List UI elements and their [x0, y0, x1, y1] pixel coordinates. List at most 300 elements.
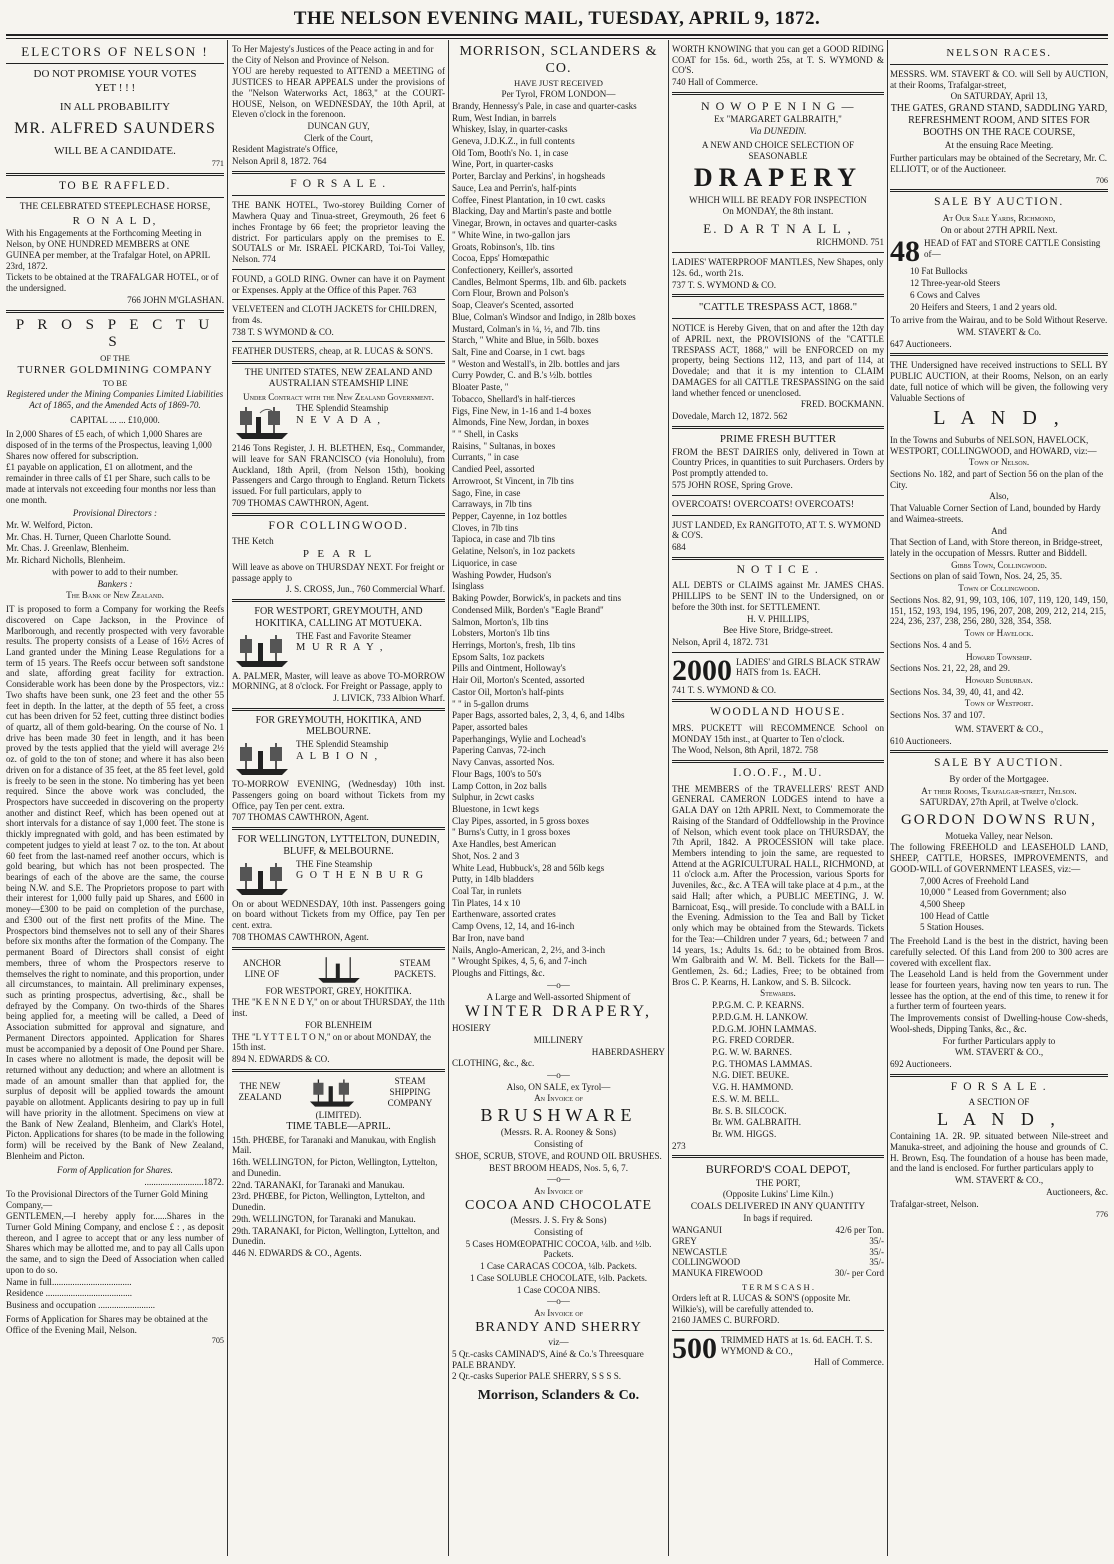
electors-line: WILL BE A CANDIDATE. — [54, 145, 176, 158]
steward: P.G. FRED CORDER. — [712, 1035, 795, 1046]
velveteen-sig: 738 T. S WYMOND & CO. — [232, 326, 334, 337]
director: Mr. Richard Nicholls, Blenheim. — [6, 555, 126, 566]
coal-heading: BURFORD'S COAL DEPOT, — [705, 1162, 851, 1177]
ex-ship: Ex "MARGARET GALBRAITH," — [714, 114, 842, 125]
trimmed-count: 500 — [672, 1334, 717, 1365]
for-sale-section: A SECTION OF — [968, 1097, 1030, 1108]
masthead: THE NELSON EVENING MAIL, TUESDAY, APRIL 9, 1872. — [293, 8, 821, 29]
form-heading: Form of Application for Shares. — [57, 1165, 173, 1176]
import-item: Washing Powder, Hudson's — [452, 569, 552, 580]
import-item: Figs, Fine New, in 1-16 and 1-4 boxes — [452, 405, 592, 416]
coal-signature: 2160 JAMES C. BURFORD. — [672, 1315, 780, 1326]
import-item: Mustard, Colman's in ¼, ½, and 7lb. tins — [452, 323, 600, 334]
invoice-line: An Invoice of — [534, 1185, 583, 1196]
import-item: " Weston and Westall's, in 2lb. bottles and jars — [452, 358, 620, 369]
electors-line: YET ! ! ! — [94, 82, 136, 95]
notice-signature: Bee Hive Store, Bridge-street. — [723, 625, 833, 636]
cattle-signature: FRED. BOCKMANN. — [800, 399, 884, 410]
horse-name: R O N A L D, — [72, 214, 158, 227]
gordon-para: The Leasehold Land is held from the Government under lease for fourteen years, having now ten years to run. The lessee has the option, at the end of this time, to renew it for a further term of fourteen years. — [890, 969, 1108, 1012]
justices-date: Nelson April 8, 1872. 764 — [232, 156, 327, 167]
land-towns: In the Towns and Suburbs of NELSON, HAVELOCK, WESTPORT, COLLINGWOOD, and HOWARD, viz:— — [890, 434, 1097, 456]
raffle-signature: 766 JOHN M'GLASHAN. — [127, 294, 224, 305]
notice-heading: N O T I C E . — [736, 563, 820, 576]
import-item: Candied Peel, assorted — [452, 464, 535, 475]
auction2-date: SATURDAY, 27th April, at Twelve o'clock. — [919, 797, 1079, 808]
westport-intro: THE Fast and Favorite Steamer — [296, 630, 412, 641]
electors-line: IN ALL PROBABILITY — [59, 101, 171, 114]
import-item: Groats, Robinson's, 1lb. tins — [452, 241, 555, 252]
justices-signature: DUNCAN GUY, — [307, 121, 370, 132]
import-item: Starch, " White and Blue, in 56lb. boxes — [452, 335, 599, 346]
wellington-signature: 708 THOMAS CAWTHRON, Agent. — [232, 931, 369, 942]
overcoats: OVERCOATS! OVERCOATS! OVERCOATS! — [672, 499, 855, 510]
column-1 — [6, 44, 224, 1556]
coal-price-table — [672, 1225, 884, 1279]
gordon-para: The Improvements consist of Dwelling-house Cow-sheds, Wool-sheds, Dipping Tanks, &c., &c. — [890, 1013, 1108, 1034]
gordon-para: The Freehold Land is the best in the district, having been carefully selected. Of this Land from 200 to 300 acres are covered with excellent flax. — [890, 936, 1108, 968]
feather-ad: FEATHER DUSTERS, cheap, at R. LUCAS & SON'S. — [232, 346, 433, 357]
gordon-body: The following FREEHOLD and LEASEHOLD LAND, SHEEP, CATTLE, HORSES, IMPROVEMENTS, and GOOD-WILL of GOVERNMENT LEASES, viz:— — [890, 842, 1108, 874]
column-divider — [227, 40, 228, 1556]
import-item: Rum, West Indian, in barrels — [452, 112, 557, 123]
us-ship-intro: THE Splendid Steamship — [296, 403, 389, 414]
company-name: TURNER GOLDMINING COMPANY — [17, 364, 213, 377]
brushware-line: BEST BROOM HEADS, Nos. 5, 6, 7. — [488, 1162, 629, 1173]
collingwood-body: Will leave as above on THURSDAY NEXT. For freight or passage apply to — [232, 561, 445, 583]
new-selection: A NEW AND CHOICE SELECTION OF SEASONABLE — [701, 140, 855, 162]
import-item: Candles, Belmont Sperms, 1lb. and 6lb. packets — [452, 276, 627, 287]
greymouth-intro: THE Splendid Steamship — [296, 739, 389, 750]
brandy-line: 5 Qr.-casks CAMINAD'S, Ainé & Co.'s Threesquare PALE BRANDY. — [452, 1348, 644, 1370]
races-heading: NELSON RACES. — [946, 47, 1052, 59]
electors-line: DO NOT PROMISE YOUR VOTES — [33, 68, 197, 81]
ad-number: 776 — [1095, 1210, 1108, 1220]
nz-limited: (LIMITED). — [315, 1109, 362, 1120]
justices-body: YOU are hereby requested to ATTEND a MEETING of JUSTICES to HEAR APPEALS under the provisions of the "Nelson Waterworks Act, 1863," at the COURT-HOUSE, Nelson, on WEDNESDAY, the 10th April, at Eleven o'clock in the forenoon. — [232, 66, 445, 120]
timetable-heading: TIME TABLE—APRIL. — [286, 1121, 391, 1133]
import-item: Lobsters, Morton's 1lb tins — [452, 628, 550, 639]
notice-signature: H. V. PHILLIPS, — [746, 613, 810, 624]
import-item: Tin Plates, 14 x 10 — [452, 897, 521, 908]
coal-price: 42/6 per Ton. — [835, 1225, 884, 1236]
column-divider — [887, 40, 888, 1556]
director: Mr. Chas. H. Turner, Queen Charlotte Sound. — [6, 531, 172, 542]
gordon-sub: Motueka Valley, near Nelson. — [945, 830, 1053, 841]
directors-tail: with power to add to their number. — [51, 566, 179, 577]
import-item: Pills and Ointment, Holloway's — [452, 663, 566, 674]
ioof-body: THE MEMBERS of the TRAVELLERS' REST AND GENERAL CAMERON LODGES intend to have a GALA DAY on 12th APRIL Next, to Commemorate the Raising of the Standard of Oddfellowship in the Province of Nelson, which event took place on THURSDAY, the 7th April, 1842. A PROCESSION will take place. Members intending to join the same, are requested to Attend at the AGRICULTURAL HALL, RICHMOND, at 11 o'clock a.m. After the Procession, various Sports for Juveniles, &c., &c. A TEA will take place at 4 p.m., at the said Hall; after which, a PUBLIC MEETING, J. W. Barnicoat, Esq., will preside. To conclude with a BALL in the Evening. Admission to the Tea and Ball by Ticket only which may be obtained from the Stewards. Tickets for the Tea:—Children under 7 years, 6d.; between 7 and 14 years, 1s.; Adults 1s. 6d.; to be obtained from Bros. Wm Galbraith and W. M. Bell. Tickets for the Ball—Gentlemen, 2s. 6d.; Ladies, Free; to be obtained from Bros C. P. Kearns, H. Lankow, and S. B. Silcock. — [672, 783, 884, 987]
import-item: Coal Tar, in runlets — [452, 886, 522, 897]
butter-signature: 575 JOHN ROSE, Spring Grove. — [672, 479, 793, 490]
collingwood-intro: THE Ketch — [232, 536, 274, 547]
import-item: Isinglass — [452, 581, 484, 592]
column-divider — [448, 40, 449, 1556]
monday-line: On MONDAY, the 8th instant. — [722, 206, 834, 217]
butter-body: FROM the BEST DAIRIES only, delivered in Town at Country Prices, in quantities to suit Purchasers. Orders by Post promptly attended to. — [672, 446, 884, 479]
drapery: DRAPERY — [693, 162, 863, 192]
coal-terms: T E R M S C A S H . — [742, 1281, 814, 1292]
cattle-count: 48 — [890, 238, 920, 267]
import-item: Lamp Cotton, in 2oz balls — [452, 780, 547, 791]
ship-name-albion: A L B I O N , — [296, 751, 380, 762]
greymouth-signature: 707 THOMAS CAWTHRON, Agent. — [232, 812, 369, 823]
brandy-line: 2 Qr.-casks Superior PALE SHERRY, S S S S. — [452, 1371, 622, 1382]
winter-line: CLOTHING, &c., &c. — [452, 1058, 535, 1069]
divider-mark: —o— — [547, 1069, 570, 1080]
coal-row — [672, 1236, 884, 1247]
coal-name: COLLINGWOOD — [672, 1257, 741, 1268]
us-line-sub: Under Contract with the New Zealand Government. — [243, 391, 434, 402]
prospectus-heading: P R O S P E C T U S — [15, 316, 215, 351]
import-item: Carraways, in 7lb tins — [452, 499, 532, 510]
land-sections: Sections on plan of said Town, Nos. 24, 25, 35. — [890, 571, 1062, 582]
import-item: Sago, Fine, in case — [452, 487, 521, 498]
greymouth-body: TO-MORROW EVENING, (Wednesday) 10th inst. Passengers going on board without Tickets from my Office, pay Ten per cent. extra. — [232, 779, 445, 811]
auction-heading: SALE BY AUCTION. — [934, 196, 1064, 209]
auction-signature: 647 Auctioneers. — [890, 338, 952, 349]
woodland-body: MRS. PUCKETT will RECOMMENCE School on MONDAY 15th inst., at Quarter to Ten o'clock. — [672, 723, 884, 744]
coal-port: THE PORT, — [755, 1177, 801, 1188]
anchor-line-right: STEAM PACKETS. — [394, 958, 436, 980]
westport-body: A. PALMER, Master, will leave as above TO-MORROW MORNING, at 8 o'clock. For Freight or Passage, apply to — [232, 670, 445, 692]
import-item: Liquorice, in case — [452, 557, 517, 568]
ship-name-murray: M U R R A Y , — [296, 642, 385, 654]
land-signature: WM. STAVERT & CO., — [954, 723, 1044, 734]
land-signature: 610 Auctioneers. — [890, 735, 952, 746]
gordon-item: 5 Station Houses. — [920, 922, 984, 933]
import-item: Camp Ovens, 12, 14, and 16-inch — [452, 921, 575, 932]
ready-line: WHICH WILL BE READY FOR INSPECTION — [689, 194, 867, 205]
steward: Br. S. B. SILCOCK. — [712, 1105, 787, 1116]
steamship-icon — [311, 954, 367, 986]
dartnall: E. D A R T N A L L , — [703, 221, 853, 237]
form-to: To the Provisional Directors of the Turner Gold Mining Company,— — [6, 1188, 208, 1210]
cattle-item: 6 Cows and Calves — [910, 289, 980, 300]
coal-row — [672, 1247, 884, 1258]
worth-signature: 740 Hall of Commerce. — [672, 77, 758, 88]
land-and: And — [991, 525, 1007, 536]
coal-price: 30/- per Cord — [835, 1267, 884, 1278]
land-store: That Section of Land, with Store thereon, in Bridge-street, lately in the occupation of Messrs. Rutter and Biddell. — [890, 537, 1103, 559]
wellington-body: On or about WEDNESDAY, 10th inst. Passengers going on board without Tickets from my Office, pay Ten per cent. extra. — [232, 898, 445, 931]
cattle-lot: HEAD of FAT and STORE CATTLE Consisting of— — [924, 238, 1101, 260]
column-3 — [452, 44, 665, 1556]
timetable-entry: 29th. TARANAKI, for Picton, Wellington, Lyttelton, and Dunedin. — [232, 1225, 440, 1247]
justices-signature: Clerk of the Court, — [304, 132, 373, 143]
cattle-date: Dovedale, March 12, 1872. 562 — [672, 410, 788, 421]
brushware-sub: (Messrs. R. A. Rooney & Sons) — [500, 1127, 617, 1138]
for-sale-heading: F O R S A L E . — [290, 177, 387, 190]
land-body: THE Undersigned have received instructions to SELL BY PUBLIC AUCTION, at their Rooms, Nelson, on an early date, full notice of which will be given, the following very Valuable Sections of — [890, 360, 1108, 403]
import-item: Flour Bags, 100's to 50's — [452, 768, 542, 779]
land-town: Town of Westport. — [964, 698, 1034, 709]
masthead-rule — [6, 34, 1108, 36]
coal-orders: Orders left at R. LUCAS & SON'S (opposite Mr. Wilkie's), will be carefully attended to. — [672, 1292, 851, 1314]
ladies-mantles: LADIES' WATERPROOF MANTLES, New Shapes, only 12s. 6d., worth 21s. — [672, 257, 884, 278]
import-item: Paper Bags, assorted bales, 2, 3, 4, 6, and 14lbs — [452, 710, 625, 721]
via-dunedin: Via DUNEDIN. — [749, 125, 807, 136]
justices-address: To Her Majesty's Justices of the Peace acting in and for the City of Nelson and Province of Nelson. — [232, 44, 434, 65]
us-body: 2146 Tons Register, J. H. BLETHEN, Esq., Commander, will leave for SAN FRANCISCO (via Honolulu), from Auckland, 18th April, (from Nelson 15th), booking Passengers and Cargo through to England. Return Tickets issued. For full particulars, apply to — [232, 443, 445, 497]
import-item: Blacking, Day and Martin's paste and bottle — [452, 206, 612, 217]
gordon-item: 10,000 " Leased from Government; also — [920, 887, 1067, 898]
import-item: Pepper, Cayenne, in 1oz bottles — [452, 511, 567, 522]
steamship-icon — [232, 403, 292, 443]
greymouth-heading: FOR GREYMOUTH, HOKITIKA, AND MELBOURNE. — [255, 714, 422, 738]
import-item: White Lead, Hubbuck's, 28 and 56lb kegs — [452, 862, 605, 873]
import-item: Confectionery, Keiller's, assorted — [452, 264, 573, 275]
morrison-footer: Morrison, Sclanders & Co. — [477, 1388, 640, 1404]
woodland-heading: WOODLAND HOUSE. — [710, 706, 846, 719]
land-town: Town of Nelson. — [968, 457, 1030, 468]
cocoa-heading: COCOA AND CHOCOLATE — [464, 1197, 652, 1213]
steward: P.D.G.M. JOHN LAMMAS. — [712, 1023, 817, 1034]
cattle-body: NOTICE is Hereby Given, that on and after the 12th day of APRIL next, the PROVISIONS of the "CATTLE TRESPASS ACT, 1868," will be ENFORCED on my property, being Sections 112, 113, and part of 114, at Dovedale; and that it is my intention to CLAIM DAMAGES for all CATTLE TRESPASSING on the said land whether fenced or unenclosed. — [672, 323, 884, 398]
land-sections: Sections Nos. 21, 22, 28, and 29. — [890, 663, 1010, 674]
coal-name: MANUKA FIREWOOD — [672, 1267, 763, 1278]
land-sections: Sections No. 182, and part of Section 56 on the plan of the City. — [890, 469, 1104, 490]
import-item: Cocoa, Epps' Homœpathic — [452, 253, 549, 264]
hats-count: 2000 — [672, 656, 732, 685]
auction2-heading: SALE BY AUCTION. — [934, 757, 1064, 770]
ship-name-nevada: N E V A D A , — [296, 414, 383, 426]
column-2 — [232, 44, 445, 1556]
coal-row — [672, 1257, 884, 1268]
gordon-heading: GORDON DOWNS RUN, — [900, 811, 1098, 828]
import-item: Brandy, Hennessy's Pale, in case and quarter-casks — [452, 100, 637, 111]
winter-drapery: WINTER DRAPERY, — [465, 1003, 652, 1021]
column-divider — [668, 40, 669, 1556]
hats-ad: LADIES' and GIRLS BLACK STRAW HATS from 1s. EACH. — [736, 656, 881, 678]
divider-mark: —o— — [547, 979, 570, 990]
trimmed-signature: Hall of Commerce. — [814, 1357, 884, 1368]
import-item: Castor Oil, Morton's half-pints — [452, 686, 564, 697]
import-item: Blue, Colman's Windsor and Indigo, in 28lb boxes — [452, 311, 636, 322]
gordon-item: 4,500 Sheep — [920, 898, 965, 909]
column-5 — [890, 44, 1108, 1556]
cocoa-line: 5 Cases HOMŒOPATHIC COCOA, ¼lb. and ½lb. Packets. — [465, 1238, 652, 1260]
prospectus-body: IT is proposed to form a Company for working the Reefs discovered on Cape Jackson, in the Province of Marlborough, and recently prospected with very favorable results. The property consists of a Lease of 16½ Acres of Land granted under the Mining Lease Regulations for a term of 15 years. The Reefs occur between soft sandstone and slate, affording great facility for extraction. Considerable work has been done by the Prospectors, viz.: Two shafts have been sunk, one 23 feet and the other 55 feet in depth. In the latter, at the depth of 55 feet, a cross cut has been driven for 52 feet, cutting three distinct bodies of quartz, all of them gold-bearing. On the course of No. 1 drive has been made 30 feet in length, and it has been proved by the tests applied that the yield will average 2½ oz. of gold to the ton of stone; and where it has also been driven on for a distance of 35 feet, at the 85 feet level, gold is freely to be seen in the stone. No timbering has yet been required. Since the above work was concluded, the Prospectors have succeeded in discovering on the property another and distinct Reef, which has been opened out at short intervals for a distance of say 1,000 feet. The stone is thickly impregnated with gold, and has been estimated by competent judges to yield at least 7 oz. to the ton. At about 60 feet from the last-named reef another occurs, which is gold bearing, but which has not been prospected. The bearings of each of the above are the same, the course being N.W. and S.E. The Proprietors propose to part with their interest for 1,000 fully paid up Shares, and £600 in money—£300 to be paid on completion of the purchase, and £300 out of the first nett profits of the Mine. The Prospectors bind themselves not to sell any of their Shares before six months after the formation of the Company. The permanent Board of Directors shall consist of eight members, three of whom the Prospectors reserve to themselves the right to nominate, and this proportion, under all circumstances, to maintain. All preliminary expenses, such as printing prospectus, advertising, &c., shall be defrayed by the Company. On two-thirds of the Shares being applied for, a meeting will be called, a Deed of Association submitted for approval and signature, and Permanent Directors appointed. Application for Shares must be accompanied by a deposit of One Pound per Share. In cases where no allotment is made, the deposit will be returned without any deduction; and where an allotment is made of an amount smaller than that applied for, the surplus of deposit will be applied towards the amount payable on allotment. Applicants desiring to pay up in full will have priority in the allotment. Specimens on view at the Bank of New Zealand, Blenheim, and Clark's Hotel, Picton. Applications for shares (to be made in the following form) will be received by the Bank of New Zealand, Blenheim and Picton. — [6, 604, 224, 1161]
import-item: Tapioca, in case and 7lb tins — [452, 534, 555, 545]
ad-number: 771 — [211, 159, 224, 169]
import-item: Bluestone, in 1cwt kegs — [452, 804, 539, 815]
viz: viz— — [548, 1337, 569, 1348]
import-item: Sulphur, in 2cwt casks — [452, 792, 534, 803]
prospectus-tobe: TO BE — [102, 378, 128, 388]
import-item: " " in 5-gallon drums — [452, 698, 529, 709]
land-town: Town of Havelock. — [964, 628, 1034, 639]
import-item: Paper, assorted bales — [452, 721, 528, 732]
cattle-item: 12 Three-year-old Steers — [910, 278, 1001, 289]
timetable-entry: 23rd. PHŒBE, for Picton, Wellington, Lyttelton, and Dunedin. — [232, 1191, 425, 1213]
coal-name: NEWCASTLE — [672, 1246, 728, 1257]
ladies-signature: 737 T. S. WYMOND & CO. — [672, 279, 777, 290]
blenheim-heading: FOR BLENHEIM — [305, 1019, 372, 1030]
import-item: Herrings, Morton's, fresh, 1lb tins — [452, 639, 576, 650]
steward: Br. WM. GALBRAITH. — [712, 1117, 802, 1128]
worth-knowing: WORTH KNOWING that you can get a GOOD RIDING COAT for 15s. 6d., worth 25s, at T. S. WYMOND & CO'S. — [672, 44, 884, 76]
coal-price: 35/- — [869, 1235, 884, 1246]
cocoa-sub: (Messrs. J. S. Fry & Sons) — [510, 1215, 607, 1226]
auction-signature: WM. STAVERT & Co. — [956, 326, 1042, 337]
import-item: Almonds, Fine New, Jordan, in boxes — [452, 417, 589, 428]
import-item: Whiskey, Islay, in quarter-casks — [452, 124, 568, 135]
butter-heading: PRIME FRESH BUTTER — [719, 432, 837, 445]
column-4 — [672, 44, 884, 1556]
land-heading: L A N D , — [933, 407, 1065, 430]
import-item: Cloves, in 7lb tins — [452, 522, 519, 533]
auction2-order: By order of the Mortgagee. — [949, 773, 1049, 784]
for-sale-body: THE BANK HOTEL, Two-storey Building Corner of Mawhera Quay and Tinua-street, Greymouth, 26 feet 6 inches Frontage by 66 feet; the proprietor leaving the district. For particulars apply on the premises to E. SOUTALS or Mr. ISRAEL PICKARD, Toi-Toi Valley, Nelson. 774 — [232, 200, 445, 265]
form-tail: Forms of Application for Shares may be obtained at the Office of the Evening Mail, Nelson. — [6, 1313, 208, 1335]
divider-mark: —o— — [547, 1174, 570, 1185]
land-town: Howard Suburban. — [965, 674, 1033, 685]
import-item: Salmon, Morton's, 1lb tins — [452, 616, 549, 627]
gordon-signature: 692 Auctioneers. — [890, 1059, 952, 1070]
import-item: Vinegar, Brown, in octaves and quarter-casks — [452, 218, 617, 229]
nz-company-left: THE NEW ZEALAND — [238, 1081, 282, 1103]
cocoa-line: 1 Case CARACAS COCOA, ¼lb. Packets. — [480, 1261, 637, 1272]
winter-line: HOSIERY — [452, 1023, 491, 1034]
capital: CAPITAL ... ... £10,000. — [70, 414, 160, 425]
land-sections: Sections Nos. 4 and 5. — [890, 639, 972, 650]
import-item: Arrowroot, St Vincent, in 7lb tins — [452, 475, 574, 486]
raffle-body: With his Engagements at the Forthcoming Meeting in Nelson, by ONE HUNDRED MEMBERS at ONE GUINEA per member, at the Trafalgar Hotel, on APRIL 23rd, 1872. — [6, 228, 210, 271]
coal-opposite: (Opposite Lukins' Lime Kiln.) — [722, 1189, 834, 1200]
gordon-signature: WM. STAVERT & CO., — [954, 1047, 1044, 1058]
races-date: On SATURDAY, April 13, — [950, 91, 1048, 102]
auction-arrive: To arrive from the Wairau, and to be Sold Without Reserve. — [890, 315, 1108, 326]
land-sections: Sections Nos. 34, 39, 40, 41, and 42. — [890, 686, 1024, 697]
land-corner: That Valuable Corner Section of Land, bounded by Hardy and Waimea-streets. — [890, 503, 1101, 524]
coal-price: 35/- — [869, 1257, 884, 1268]
import-item: Bar Iron, nave band — [452, 932, 525, 943]
import-item: Navy Canvas, assorted Nos. — [452, 757, 555, 768]
directors-heading: Provisional Directors : — [72, 508, 158, 519]
import-item: Papering Canvas, 72-inch — [452, 745, 546, 756]
consisting: Consisting of — [534, 1226, 583, 1237]
coal-price: 35/- — [869, 1246, 884, 1257]
lyttelton-sailing: THE "L Y T T E L T O N," on or about MONDAY, the 15th inst. — [232, 1031, 432, 1053]
richmond: RICHMOND. 751 — [816, 237, 884, 248]
us-signature: 709 THOMAS CAWTHRON, Agent. — [232, 497, 369, 508]
velveteen-ad: VELVETEEN and CLOTH JACKETS for CHILDREN, from 4s. — [232, 304, 437, 325]
import-item: Condensed Milk, Borden's "Eagle Brand" — [452, 604, 604, 615]
woodland-signature: The Wood, Nelson, 8th April, 1872. 758 — [672, 745, 819, 756]
import-item: Salt, Fine and Coarse, in 1 cwt. bags — [452, 346, 585, 357]
anchor-sub: FOR WESTPORT, GREY, HOKITIKA. — [265, 985, 412, 996]
auction-place: At Our Sale Yards, Richmond, — [942, 212, 1056, 223]
found-ring: FOUND, a GOLD RING. Owner can have it on Payment or Expenses. Apply at the Office of this Paper. 763 — [232, 273, 445, 295]
ad-number: 705 — [211, 1336, 224, 1346]
import-item: Coffee, Finest Plantation, in 10 cwt. casks — [452, 194, 606, 205]
gordon-item: 100 Head of Cattle — [920, 910, 989, 921]
coal-bags: In bags if required. — [743, 1213, 813, 1224]
brushware-line: SHOE, SCRUB, STOVE, and ROUND OIL BRUSHES. — [455, 1150, 662, 1161]
just-landed: JUST LANDED, Ex RANGITOTO, AT T. S. WYMOND & CO'S. — [672, 519, 881, 541]
steward: E.S. W. M. BELL. — [712, 1093, 780, 1104]
timetable-entry: 22nd. TARANAKI, for Taranaki and Manukau. — [232, 1179, 405, 1190]
hats-signature: 741 T. S. WYMOND & CO. — [672, 684, 777, 695]
for-sale-signature: Auctioneers, &c. — [1046, 1186, 1108, 1197]
wellington-heading: FOR WELLINGTON, LYTTELTON, DUNEDIN, BLUFF, & MELBOURNE. — [237, 834, 440, 857]
import-item: Geneva, J.D.K.Z., in full contents — [452, 136, 575, 147]
bankers: The Bank of New Zealand. — [66, 590, 164, 601]
import-item: " " Shell, in Casks — [452, 429, 519, 440]
land-town: Gibbs Town, Collingwood. — [951, 559, 1047, 570]
import-item: Soap, Cleaver's Scented, assorted — [452, 300, 574, 311]
gordon-item: 7,000 Acres of Freehold Land — [920, 875, 1029, 886]
cattle-heading: "CATTLE TRESPASS ACT, 1868." — [698, 301, 858, 314]
for-sale-address: Trafalgar-street, Nelson. — [890, 1198, 979, 1209]
races-at: At the ensuing Race Meeting. — [944, 139, 1054, 150]
winter-intro: A Large and Well-assorted Shipment of — [486, 991, 631, 1002]
cocoa-line: 1 Case COCOA NIBS. — [516, 1284, 601, 1295]
auction2-rooms: At their Rooms, Trafalgar-street, Nelson. — [921, 785, 1077, 796]
stewards-heading: Stewards. — [760, 988, 796, 999]
morrison-received: HAVE JUST RECEIVED — [514, 78, 603, 89]
steward: N.G. DIET. BEUKE. — [712, 1070, 790, 1081]
stewards-number: 273 — [672, 1140, 686, 1151]
coal-row — [672, 1268, 884, 1279]
stewards-list — [672, 1000, 884, 1140]
steward: P.P.G.M. C. P. KEARNS. — [712, 1000, 804, 1011]
import-item: Corn Flour, Brown and Polson's — [452, 288, 569, 299]
anchor-signature: 894 N. EDWARDS & CO. — [232, 1053, 330, 1064]
import-item: Sauce, Lea and Perrin's, half-pints — [452, 182, 577, 193]
winter-line: HABERDASHERY — [591, 1046, 665, 1057]
import-item: Earthenware, assorted crates — [452, 909, 556, 920]
import-item: Currants, " in case — [452, 452, 519, 463]
winter-line: MILLINERY — [533, 1034, 584, 1045]
morrison-heading: MORRISON, SCLANDERS & CO. — [459, 44, 658, 76]
import-item: Hair Oil, Morton's Scented, assorted — [452, 675, 585, 686]
registration: Registered under the Mining Companies Limited Liabilities Act of 1865, and the Amended Acts of 1869-70. — [6, 389, 224, 410]
director: Mr. W. Welford, Picton. — [6, 520, 93, 531]
prospectus-para: In 2,000 Shares of £5 each, of which 1,000 Shares are disposed of in the terms of the Prospectus, leaving 1,000 Shares now offered for subscription. — [6, 429, 212, 461]
candidate-name: MR. ALFRED SAUNDERS — [14, 120, 216, 138]
ship-name-pearl: P E A R L — [302, 547, 375, 560]
kennedy-sailing: THE "K E N N E D Y," on or about THURSDAY, the 11th inst. — [232, 997, 445, 1019]
anchor-line-left: ANCHOR LINE OF — [242, 958, 282, 980]
masthead-rule-2 — [6, 38, 1108, 39]
cattle-item: 10 Fat Bullocks — [910, 266, 968, 277]
timetable-entry: 16th. WELLINGTON, for Picton, Wellington, Lyttelton, and Dunedin. — [232, 1157, 438, 1178]
prospectus-of: OF THE — [100, 352, 130, 363]
coal-row — [672, 1225, 884, 1236]
landed-number: 684 — [672, 542, 686, 553]
steward: P.P.D.G.M. H. LANKOW. — [712, 1011, 808, 1022]
import-item: " Wrought Spikes, 4, 5, 6, and 7-inch — [452, 956, 587, 967]
import-item: Tobacco, Shellard's in half-tierces — [452, 393, 576, 404]
westport-signature: J. LIVICK, 733 Albion Wharf. — [333, 692, 445, 703]
for-sale-signature: WM. STAVERT & CO., — [954, 1175, 1044, 1186]
steamship-icon — [232, 631, 292, 671]
invoice-line: An Invoice of — [534, 1093, 583, 1104]
import-item: Paperhangings, Wylie and Lochead's — [452, 733, 586, 744]
import-item: Curry Powder, C. and B.'s ½lb. bottles — [452, 370, 592, 381]
steward: P.G. THOMAS LAMMAS. — [712, 1058, 813, 1069]
steward: Br. WM. HIGGS. — [712, 1129, 777, 1140]
land-sections: Sections Nos. 37 and 107. — [890, 710, 985, 721]
for-sale-body: Containing 1A. 2R. 9P. situated between Nile-street and Manuka-street, and adjoining the house and grounds of C. H. Brown, Esq. The foundation of a house has been made, and the land is enclosed. For further particulars apply to — [890, 1131, 1108, 1174]
steward: P.G. W. W. BARNES. — [712, 1046, 792, 1057]
import-item: Ploughs and Fittings, &c. — [452, 968, 545, 979]
notice-date: Nelson, April 4, 1872. 731 — [672, 637, 769, 648]
coal-name: GREY — [672, 1235, 697, 1246]
director: Mr. Chas. J. Greenlaw, Blenheim. — [6, 543, 129, 554]
